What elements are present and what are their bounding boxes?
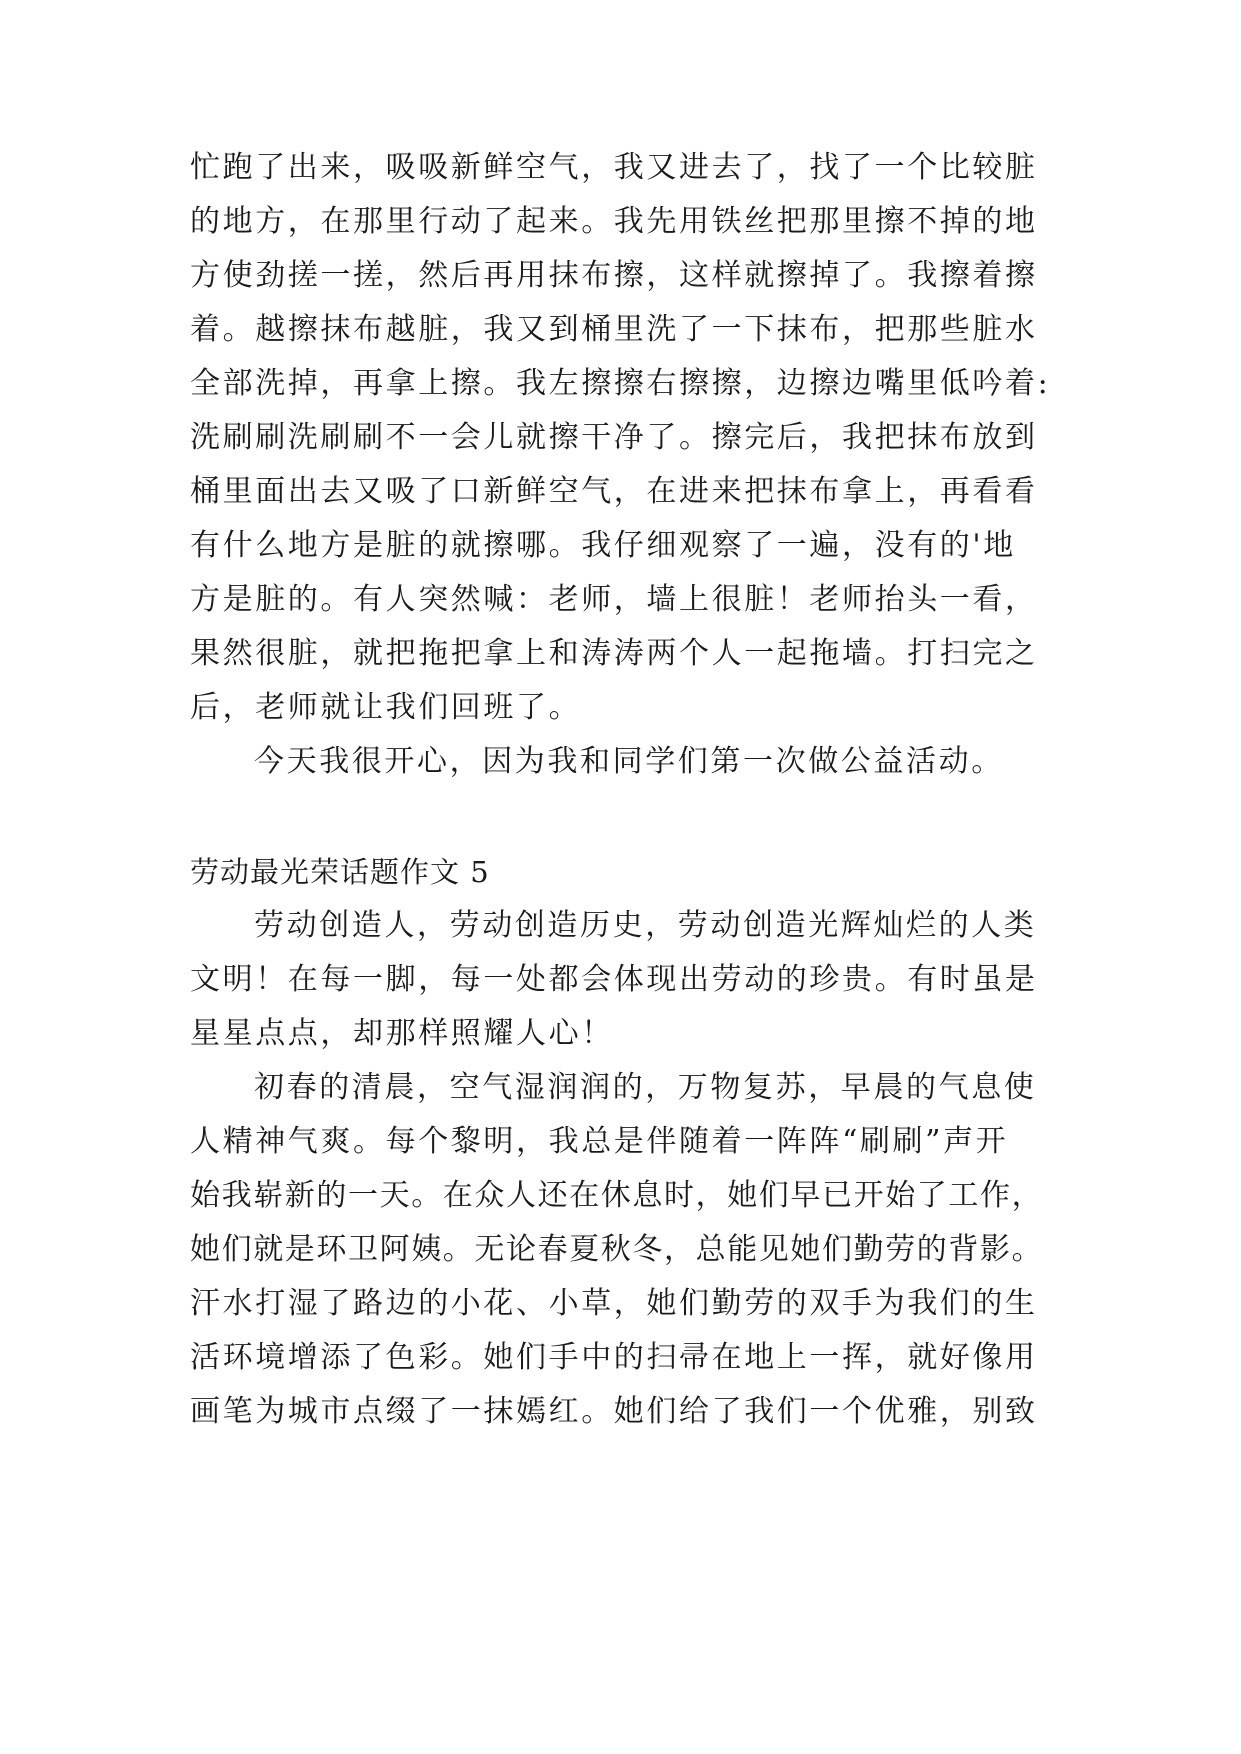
paragraph-line: 人精神气爽。每个黎明，我总是伴随着一阵阵“刷刷”声开 — [190, 1124, 1009, 1159]
paragraph-line: 着。越擦抹布越脏，我又到桶里洗了一下抹布，把那些脏水 — [190, 312, 1038, 347]
paragraph-line: 后，老师就让我们回班了。 — [190, 690, 582, 725]
paragraph-line: 洗刷刷洗刷刷不一会儿就擦干净了。擦完后，我把抹布放到 — [190, 420, 1038, 455]
paragraph-line: 果然很脏，就把拖把拿上和涛涛两个人一起拖墙。打扫完之 — [190, 636, 1038, 671]
paragraph-line: 忙跑了出来，吸吸新鲜空气，我又进去了，找了一个比较脏 — [190, 150, 1038, 185]
paragraph-line: 劳动创造人，劳动创造历史，劳动创造光辉灿烂的人类 — [254, 908, 1037, 943]
paragraph-line: 活环境增添了色彩。她们手中的扫帚在地上一挥，就好像用 — [190, 1340, 1038, 1375]
paragraph-line: 她们就是环卫阿姨。无论春夏秋冬，总能见她们勤劳的背影。 — [190, 1232, 1044, 1267]
paragraph-line: 全部洗掉，再拿上擦。我左擦擦右擦擦，边擦边嘴里低吟着: — [190, 366, 1051, 401]
paragraph-line: 有什么地方是脏的就擦哪。我仔细观察了一遍，没有的'地 — [190, 528, 1016, 563]
paragraph-line: 方是脏的。有人突然喊：老师，墙上很脏！老师抬头一看， — [190, 582, 1038, 617]
paragraph-line: 方使劲搓一搓，然后再用抹布擦，这样就擦掉了。我擦着擦 — [190, 258, 1038, 293]
paragraph-line: 画笔为城市点缀了一抹嫣红。她们给了我们一个优雅，别致 — [190, 1394, 1038, 1429]
section-title: 劳动最光荣话题作文 5 — [190, 855, 490, 889]
paragraph-line: 星星点点，却那样照耀人心！ — [190, 1016, 614, 1051]
paragraph-line: 的地方，在那里行动了起来。我先用铁丝把那里擦不掉的地 — [190, 204, 1038, 239]
paragraph-line: 始我崭新的一天。在众人还在休息时，她们早已开始了工作， — [190, 1178, 1044, 1213]
paragraph-line: 文明！在每一脚，每一处都会体现出劳动的珍贵。有时虽是 — [190, 962, 1038, 997]
paragraph-line: 初春的清晨，空气湿润润的，万物复苏，早晨的气息使 — [254, 1070, 1037, 1105]
paragraph-line: 桶里面出去又吸了口新鲜空气，在进来把抹布拿上，再看看 — [190, 474, 1038, 509]
paragraph-line: 汗水打湿了路边的小花、小草，她们勤劳的双手为我们的生 — [190, 1286, 1038, 1321]
closing-paragraph: 今天我很开心，因为我和同学们第一次做公益活动。 — [254, 744, 1004, 779]
